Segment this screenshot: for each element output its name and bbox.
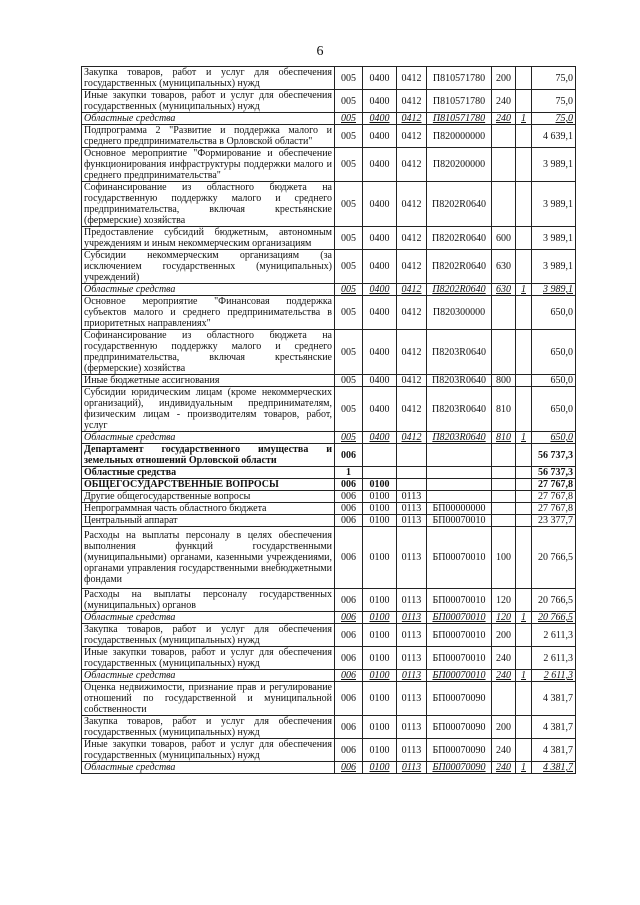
expense-type-cell <box>492 444 516 467</box>
expense-type-cell: 630 <box>492 284 516 296</box>
ministry-code-cell: 005 <box>335 90 363 113</box>
amount-cell: 2 611,3 <box>532 670 576 682</box>
row-name-cell: Закупка товаров, работ и услуг для обеспечения государственных (муниципальных) нужд <box>82 716 335 739</box>
row-name-cell: Закупка товаров, работ и услуг для обеспечения государственных (муниципальных) нужд <box>82 624 335 647</box>
target-article-cell: П8203R0640 <box>427 330 492 375</box>
expense-type-cell: 120 <box>492 612 516 624</box>
table-row <box>82 67 576 90</box>
row-name-cell: Другие общегосударственные вопросы <box>82 491 335 503</box>
amount-cell: 23 377,7 <box>532 515 576 527</box>
section-code-cell: 0400 <box>363 90 397 113</box>
amount-cell: 2 611,3 <box>532 647 576 670</box>
funding-source-cell <box>516 624 532 647</box>
funding-source-cell: 1 <box>516 432 532 444</box>
table-row <box>82 467 576 479</box>
target-article-cell: БП00070010 <box>427 670 492 682</box>
subsection-code-cell <box>397 444 427 467</box>
amount-cell: 20 766,5 <box>532 589 576 612</box>
expense-type-cell <box>492 148 516 182</box>
target-article-cell <box>427 491 492 503</box>
row-name-cell: Областные средства <box>82 612 335 624</box>
amount-cell: 3 989,1 <box>532 182 576 227</box>
expense-type-cell <box>492 515 516 527</box>
expense-type-cell: 810 <box>492 432 516 444</box>
funding-source-cell <box>516 330 532 375</box>
expense-type-cell <box>492 467 516 479</box>
ministry-code-cell: 006 <box>335 716 363 739</box>
expense-type-cell: 240 <box>492 739 516 762</box>
section-code-cell: 0100 <box>363 624 397 647</box>
funding-source-cell <box>516 444 532 467</box>
subsection-code-cell: 0113 <box>397 527 427 589</box>
target-article-cell: П8202R0640 <box>427 227 492 250</box>
table-row <box>82 716 576 739</box>
ministry-code-cell: 1 <box>335 467 363 479</box>
target-article-cell: П8202R0640 <box>427 250 492 284</box>
funding-source-cell: 1 <box>516 284 532 296</box>
ministry-code-cell: 006 <box>335 479 363 491</box>
row-name-cell: Подпрограмма 2 "Развитие и поддержка малого и среднего предпринимательства в Орловской области" <box>82 125 335 148</box>
amount-cell: 4 381,7 <box>532 762 576 774</box>
ministry-code-cell: 006 <box>335 515 363 527</box>
row-name-cell: Департамент государственного имущества и земельных отношений Орловской области <box>82 444 335 467</box>
target-article-cell: П820200000 <box>427 148 492 182</box>
row-name-cell: Областные средства <box>82 467 335 479</box>
section-code-cell: 0400 <box>363 125 397 148</box>
expense-type-cell: 120 <box>492 589 516 612</box>
table-row <box>82 491 576 503</box>
amount-cell: 27 767,8 <box>532 491 576 503</box>
target-article-cell: П810571780 <box>427 67 492 90</box>
target-article-cell: П820000000 <box>427 125 492 148</box>
amount-cell: 27 767,8 <box>532 479 576 491</box>
expense-type-cell: 240 <box>492 90 516 113</box>
expense-type-cell: 240 <box>492 113 516 125</box>
ministry-code-cell: 006 <box>335 624 363 647</box>
row-name-cell: Иные закупки товаров, работ и услуг для обеспечения государственных (муниципальных) нужд <box>82 647 335 670</box>
amount-cell: 56 737,3 <box>532 444 576 467</box>
subsection-code-cell: 0113 <box>397 589 427 612</box>
section-code-cell: 0400 <box>363 330 397 375</box>
funding-source-cell <box>516 250 532 284</box>
table-row <box>82 444 576 467</box>
table-row <box>82 739 576 762</box>
subsection-code-cell: 0412 <box>397 227 427 250</box>
target-article-cell: БП00070090 <box>427 716 492 739</box>
subsection-code-cell: 0412 <box>397 284 427 296</box>
expense-type-cell: 600 <box>492 227 516 250</box>
target-article-cell: БП00070010 <box>427 589 492 612</box>
section-code-cell: 0100 <box>363 670 397 682</box>
section-code-cell: 0100 <box>363 515 397 527</box>
ministry-code-cell: 005 <box>335 330 363 375</box>
row-name-cell: Расходы на выплаты персоналу государственных (муниципальных) органов <box>82 589 335 612</box>
funding-source-cell <box>516 387 532 432</box>
target-article-cell: П810571780 <box>427 113 492 125</box>
page-number: 6 <box>316 44 324 59</box>
ministry-code-cell: 005 <box>335 284 363 296</box>
expense-type-cell <box>492 182 516 227</box>
target-article-cell: БП00070010 <box>427 515 492 527</box>
funding-source-cell <box>516 227 532 250</box>
target-article-cell: П8203R0640 <box>427 432 492 444</box>
target-article-cell <box>427 444 492 467</box>
ministry-code-cell: 005 <box>335 67 363 90</box>
funding-source-cell <box>516 503 532 515</box>
row-name-cell: Софинансирование из областного бюджета на государственную поддержку малого и среднего предпринимательства, включая крестьянские (фермерские) хозяйства <box>82 330 335 375</box>
section-code-cell: 0400 <box>363 387 397 432</box>
amount-cell: 3 989,1 <box>532 227 576 250</box>
amount-cell: 27 767,8 <box>532 503 576 515</box>
funding-source-cell <box>516 527 532 589</box>
funding-source-cell <box>516 67 532 90</box>
target-article-cell: БП00070010 <box>427 624 492 647</box>
amount-cell: 20 766,5 <box>532 527 576 589</box>
table-row <box>82 432 576 444</box>
expense-type-cell: 240 <box>492 670 516 682</box>
funding-source-cell <box>516 515 532 527</box>
ministry-code-cell: 005 <box>335 375 363 387</box>
amount-cell: 2 611,3 <box>532 624 576 647</box>
section-code-cell: 0100 <box>363 762 397 774</box>
row-name-cell: Субсидии некоммерческим организациям (за исключением государственных (муниципальных) учреждений) <box>82 250 335 284</box>
expense-type-cell: 240 <box>492 647 516 670</box>
section-code-cell: 0100 <box>363 527 397 589</box>
section-code-cell: 0400 <box>363 148 397 182</box>
subsection-code-cell: 0412 <box>397 148 427 182</box>
row-name-cell: Центральный аппарат <box>82 515 335 527</box>
target-article-cell <box>427 467 492 479</box>
ministry-code-cell: 006 <box>335 612 363 624</box>
expense-type-cell <box>492 330 516 375</box>
table-row <box>82 503 576 515</box>
subsection-code-cell: 0412 <box>397 387 427 432</box>
table-row <box>82 624 576 647</box>
section-code-cell: 0400 <box>363 432 397 444</box>
table-row <box>82 330 576 375</box>
target-article-cell: БП00070090 <box>427 739 492 762</box>
ministry-code-cell: 006 <box>335 589 363 612</box>
funding-source-cell <box>516 90 532 113</box>
budget-table-body <box>82 67 576 774</box>
amount-cell: 3 989,1 <box>532 250 576 284</box>
table-row <box>82 515 576 527</box>
subsection-code-cell: 0113 <box>397 739 427 762</box>
table-row <box>82 479 576 491</box>
expense-type-cell: 200 <box>492 716 516 739</box>
ministry-code-cell: 006 <box>335 647 363 670</box>
subsection-code-cell: 0412 <box>397 182 427 227</box>
table-row <box>82 227 576 250</box>
ministry-code-cell: 005 <box>335 296 363 330</box>
subsection-code-cell: 0412 <box>397 432 427 444</box>
row-name-cell: Иные бюджетные ассигнования <box>82 375 335 387</box>
ministry-code-cell: 006 <box>335 444 363 467</box>
expense-type-cell <box>492 125 516 148</box>
section-code-cell: 0400 <box>363 284 397 296</box>
row-name-cell: Областные средства <box>82 670 335 682</box>
table-row <box>82 250 576 284</box>
row-name-cell: Закупка товаров, работ и услуг для обеспечения государственных (муниципальных) нужд <box>82 67 335 90</box>
table-row <box>82 296 576 330</box>
amount-cell: 75,0 <box>532 113 576 125</box>
amount-cell: 75,0 <box>532 67 576 90</box>
target-article-cell: П8203R0640 <box>427 375 492 387</box>
row-name-cell: Иные закупки товаров, работ и услуг для обеспечения государственных (муниципальных) нужд <box>82 739 335 762</box>
funding-source-cell <box>516 479 532 491</box>
subsection-code-cell: 0113 <box>397 670 427 682</box>
row-name-cell: Областные средства <box>82 432 335 444</box>
target-article-cell: П820300000 <box>427 296 492 330</box>
subsection-code-cell: 0412 <box>397 125 427 148</box>
section-code-cell: 0100 <box>363 491 397 503</box>
funding-source-cell <box>516 148 532 182</box>
section-code-cell: 0400 <box>363 375 397 387</box>
target-article-cell: БП00070010 <box>427 527 492 589</box>
subsection-code-cell: 0113 <box>397 716 427 739</box>
funding-source-cell <box>516 739 532 762</box>
table-row <box>82 182 576 227</box>
amount-cell: 3 989,1 <box>532 148 576 182</box>
ministry-code-cell: 005 <box>335 113 363 125</box>
ministry-code-cell: 006 <box>335 503 363 515</box>
subsection-code-cell: 0412 <box>397 250 427 284</box>
row-name-cell: Субсидии юридическим лицам (кроме некоммерческих организаций), индивидуальным предпринимателям, физическим лицам - производителям товаров, работ, услуг <box>82 387 335 432</box>
subsection-code-cell: 0113 <box>397 503 427 515</box>
subsection-code-cell: 0412 <box>397 375 427 387</box>
table-row <box>82 527 576 589</box>
expense-type-cell <box>492 479 516 491</box>
expense-type-cell: 800 <box>492 375 516 387</box>
section-code-cell: 0100 <box>363 682 397 716</box>
row-name-cell: Областные средства <box>82 113 335 125</box>
table-row <box>82 125 576 148</box>
target-article-cell <box>427 479 492 491</box>
ministry-code-cell: 005 <box>335 125 363 148</box>
row-name-cell: Предоставление субсидий бюджетным, автономным учреждениям и иным некоммерческим организациям <box>82 227 335 250</box>
target-article-cell: БП00070090 <box>427 762 492 774</box>
amount-cell: 4 381,7 <box>532 682 576 716</box>
target-article-cell: БП00070010 <box>427 647 492 670</box>
section-code-cell <box>363 444 397 467</box>
funding-source-cell: 1 <box>516 612 532 624</box>
row-name-cell: Оценка недвижимости, признание прав и регулирование отношений по государственной и муниципальной собственности <box>82 682 335 716</box>
subsection-code-cell <box>397 479 427 491</box>
table-row <box>82 90 576 113</box>
section-code-cell <box>363 467 397 479</box>
section-code-cell: 0100 <box>363 589 397 612</box>
section-code-cell: 0100 <box>363 716 397 739</box>
ministry-code-cell: 006 <box>335 491 363 503</box>
ministry-code-cell: 005 <box>335 182 363 227</box>
amount-cell: 3 989,1 <box>532 284 576 296</box>
target-article-cell: БП00070090 <box>427 682 492 716</box>
amount-cell: 650,0 <box>532 330 576 375</box>
row-name-cell: Непрограммная часть областного бюджета <box>82 503 335 515</box>
table-row <box>82 284 576 296</box>
amount-cell: 75,0 <box>532 90 576 113</box>
row-name-cell: Основное мероприятие "Финансовая поддержка субъектов малого и среднего предпринимательства в приоритетных направлениях" <box>82 296 335 330</box>
expense-type-cell: 200 <box>492 624 516 647</box>
target-article-cell: БП00000000 <box>427 503 492 515</box>
row-name-cell: Софинансирование из областного бюджета на государственную поддержку малого и среднего предпринимательства, включая крестьянские (фермерские) хозяйства <box>82 182 335 227</box>
table-row <box>82 148 576 182</box>
amount-cell: 650,0 <box>532 296 576 330</box>
ministry-code-cell: 005 <box>335 250 363 284</box>
subsection-code-cell: 0412 <box>397 67 427 90</box>
amount-cell: 650,0 <box>532 432 576 444</box>
subsection-code-cell: 0113 <box>397 491 427 503</box>
row-name-cell: Областные средства <box>82 762 335 774</box>
section-code-cell: 0400 <box>363 227 397 250</box>
expense-type-cell: 810 <box>492 387 516 432</box>
table-row <box>82 670 576 682</box>
table-row <box>82 113 576 125</box>
expense-type-cell: 240 <box>492 762 516 774</box>
target-article-cell: П8202R0640 <box>427 284 492 296</box>
amount-cell: 4 381,7 <box>532 716 576 739</box>
funding-source-cell <box>516 647 532 670</box>
table-row <box>82 647 576 670</box>
ministry-code-cell: 005 <box>335 387 363 432</box>
ministry-code-cell: 005 <box>335 227 363 250</box>
funding-source-cell <box>516 467 532 479</box>
ministry-code-cell: 006 <box>335 739 363 762</box>
ministry-code-cell: 006 <box>335 682 363 716</box>
funding-source-cell <box>516 716 532 739</box>
subsection-code-cell: 0412 <box>397 90 427 113</box>
expense-type-cell <box>492 503 516 515</box>
section-code-cell: 0400 <box>363 250 397 284</box>
funding-source-cell: 1 <box>516 762 532 774</box>
row-name-cell: Иные закупки товаров, работ и услуг для обеспечения государственных (муниципальных) нужд <box>82 90 335 113</box>
row-name-cell: Расходы на выплаты персоналу в целях обеспечения выполнения функций государственными (муниципальными) органами, казенными учреждениями, органами управления государственными внебюджетными фондами <box>82 527 335 589</box>
subsection-code-cell: 0113 <box>397 762 427 774</box>
funding-source-cell: 1 <box>516 670 532 682</box>
row-name-cell: Областные средства <box>82 284 335 296</box>
subsection-code-cell: 0412 <box>397 113 427 125</box>
subsection-code-cell: 0113 <box>397 647 427 670</box>
amount-cell: 4 381,7 <box>532 739 576 762</box>
expense-type-cell <box>492 682 516 716</box>
amount-cell: 56 737,3 <box>532 467 576 479</box>
target-article-cell: П810571780 <box>427 90 492 113</box>
funding-source-cell <box>516 182 532 227</box>
funding-source-cell <box>516 589 532 612</box>
amount-cell: 650,0 <box>532 375 576 387</box>
expense-type-cell <box>492 296 516 330</box>
row-name-cell: ОБЩЕГОСУДАРСТВЕННЫЕ ВОПРОСЫ <box>82 479 335 491</box>
subsection-code-cell: 0412 <box>397 296 427 330</box>
funding-source-cell <box>516 491 532 503</box>
expense-type-cell: 630 <box>492 250 516 284</box>
funding-source-cell <box>516 125 532 148</box>
target-article-cell: П8202R0640 <box>427 182 492 227</box>
subsection-code-cell: 0113 <box>397 624 427 647</box>
section-code-cell: 0400 <box>363 182 397 227</box>
subsection-code-cell: 0113 <box>397 515 427 527</box>
section-code-cell: 0100 <box>363 739 397 762</box>
amount-cell: 20 766,5 <box>532 612 576 624</box>
section-code-cell: 0100 <box>363 479 397 491</box>
table-row <box>82 612 576 624</box>
table-row <box>82 682 576 716</box>
table-row <box>82 589 576 612</box>
amount-cell: 4 639,1 <box>532 125 576 148</box>
ministry-code-cell: 005 <box>335 432 363 444</box>
subsection-code-cell: 0412 <box>397 330 427 375</box>
section-code-cell: 0400 <box>363 67 397 90</box>
ministry-code-cell: 006 <box>335 527 363 589</box>
subsection-code-cell: 0113 <box>397 612 427 624</box>
section-code-cell: 0400 <box>363 113 397 125</box>
expense-type-cell: 200 <box>492 67 516 90</box>
table-row <box>82 375 576 387</box>
budget-table <box>81 66 576 774</box>
ministry-code-cell: 005 <box>335 148 363 182</box>
funding-source-cell <box>516 682 532 716</box>
funding-source-cell: 1 <box>516 113 532 125</box>
ministry-code-cell: 006 <box>335 762 363 774</box>
target-article-cell: БП00070010 <box>427 612 492 624</box>
funding-source-cell <box>516 296 532 330</box>
target-article-cell: П8203R0640 <box>427 387 492 432</box>
funding-source-cell <box>516 375 532 387</box>
section-code-cell: 0400 <box>363 296 397 330</box>
expense-type-cell <box>492 491 516 503</box>
expense-type-cell: 100 <box>492 527 516 589</box>
table-row <box>82 387 576 432</box>
table-row <box>82 762 576 774</box>
section-code-cell: 0100 <box>363 503 397 515</box>
ministry-code-cell: 006 <box>335 670 363 682</box>
subsection-code-cell: 0113 <box>397 682 427 716</box>
row-name-cell: Основное мероприятие "Формирование и обеспечение функционирования инфраструктуры поддержки малого и среднего предпринимательства" <box>82 148 335 182</box>
subsection-code-cell <box>397 467 427 479</box>
section-code-cell: 0100 <box>363 612 397 624</box>
section-code-cell: 0100 <box>363 647 397 670</box>
amount-cell: 650,0 <box>532 387 576 432</box>
